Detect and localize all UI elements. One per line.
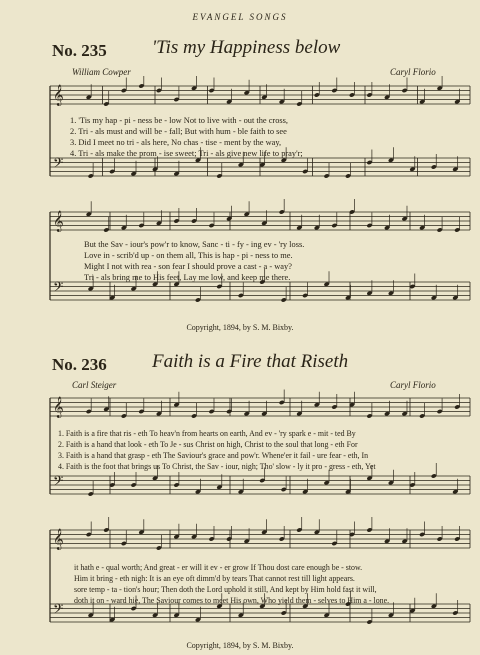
hymn-235-verse-2-line-1: 2. Tri - als must and will be - fall; But with hum - ble faith to see [70,127,287,136]
hymn-235-verse-4-line-1: 4. Tri - als make the prom - ise sweet; Tri - als give new life to pray'r; [70,149,303,158]
h236-s1-treble-clef: 𝄞 [53,397,64,418]
hymn-236-verse-4-line-1: 4. Faith is the foot that brings us To Christ, the Sav - iour, nigh; Tho' slow - ly it pro - gress - eth, Yet [58,462,376,471]
hymn-236-verse-4-line-2: doth it on - ward hie, The Saviour comes to meet His own, Who yield them - selves to Him a - lone. [74,596,390,605]
hymn-236-verse-2-line-2: Him it bring - eth nigh: It is an eye oft dimm'd by tears That cannot rest till light appears. [74,574,355,583]
hymn-236-verse-2-line-1: 2. Faith is a hand that look - eth To Je - sus Christ on high, Christ to the soul that long - eth For [58,440,358,449]
hymn-236-title: Faith is a Fire that Riseth [152,351,349,372]
hymn-235-verse-3-line-2: Might I not with rea - son fear I should prove a cast - a - way? [84,262,292,271]
hymn-236-composer: Caryl Florio [390,380,436,390]
h236-s1-bass-clef: 𝄢 [53,473,64,492]
hymn-235-number: No. 235 [52,41,107,60]
hymn-236-verse-1-line-2: it hath e - qual worth; And great - er will it ev - er grow If Thou dost care enough be - stow. [74,563,363,572]
hymn-235-verse-1-line-2: But the Sav - iour's pow'r to know, Sanc - ti - fy - ing ev - 'ry loss. [84,240,305,249]
h236-s2-bass-clef: 𝄢 [53,601,64,620]
h235-s1-treble-clef: 𝄞 [53,85,64,106]
hymn-236-copyright: Copyright, 1894, by S. M. Bixby. [186,641,294,650]
hymn-235-composer: Caryl Florio [390,67,436,77]
hymn-235-verse-2-line-2: Love in - scrib'd up - on them all, This is hap - pi - ness to me. [84,251,293,260]
hymn-235-title: 'Tis my Happiness below [152,37,341,58]
running-head: EVANGEL SONGS [192,12,288,22]
hymn-235-verse-1-line-1: 1. 'Tis my hap - pi - ness be - low Not to live with - out the cross, [70,116,289,125]
h236-s2-treble-clef: 𝄞 [53,529,64,550]
h235-s2-treble-clef: 𝄞 [53,211,64,232]
h235-s1-bass-clef: 𝄢 [53,155,64,174]
hymn-235-verse-4-line-2: Tri - als bring me to His feet, Lay me low, and keep me there. [84,273,291,282]
hymn-235-author: William Cowper [72,67,131,77]
hymn-236-verse-3-line-1: 3. Faith is a hand that grasp - eth The Saviour's grace and pow'r. Whene'er it fail - ure fear - eth, In [58,451,369,460]
h235-s2-bass-clef: 𝄢 [53,279,64,298]
hymn-236-number: No. 236 [52,355,107,374]
hymn-236-author: Carl Steiger [72,380,117,390]
hymn-235-copyright: Copyright, 1894, by S. M. Bixby. [186,323,294,332]
hymn-235-verse-3-line-1: 3. Did I meet no tri - als here, No chas - tise - ment by the way, [70,138,282,147]
hymn-236-verse-3-line-2: sore temp - ta - tion's hour; Then doth the Lord uphold it still, And kept by Him hold fast it will, [74,585,377,594]
hymn-236-verse-1-line-1: 1. Faith is a fire that ris - eth To heav'n from hearts on earth, And ev - 'ry spark e - mit - ted By [58,429,356,438]
